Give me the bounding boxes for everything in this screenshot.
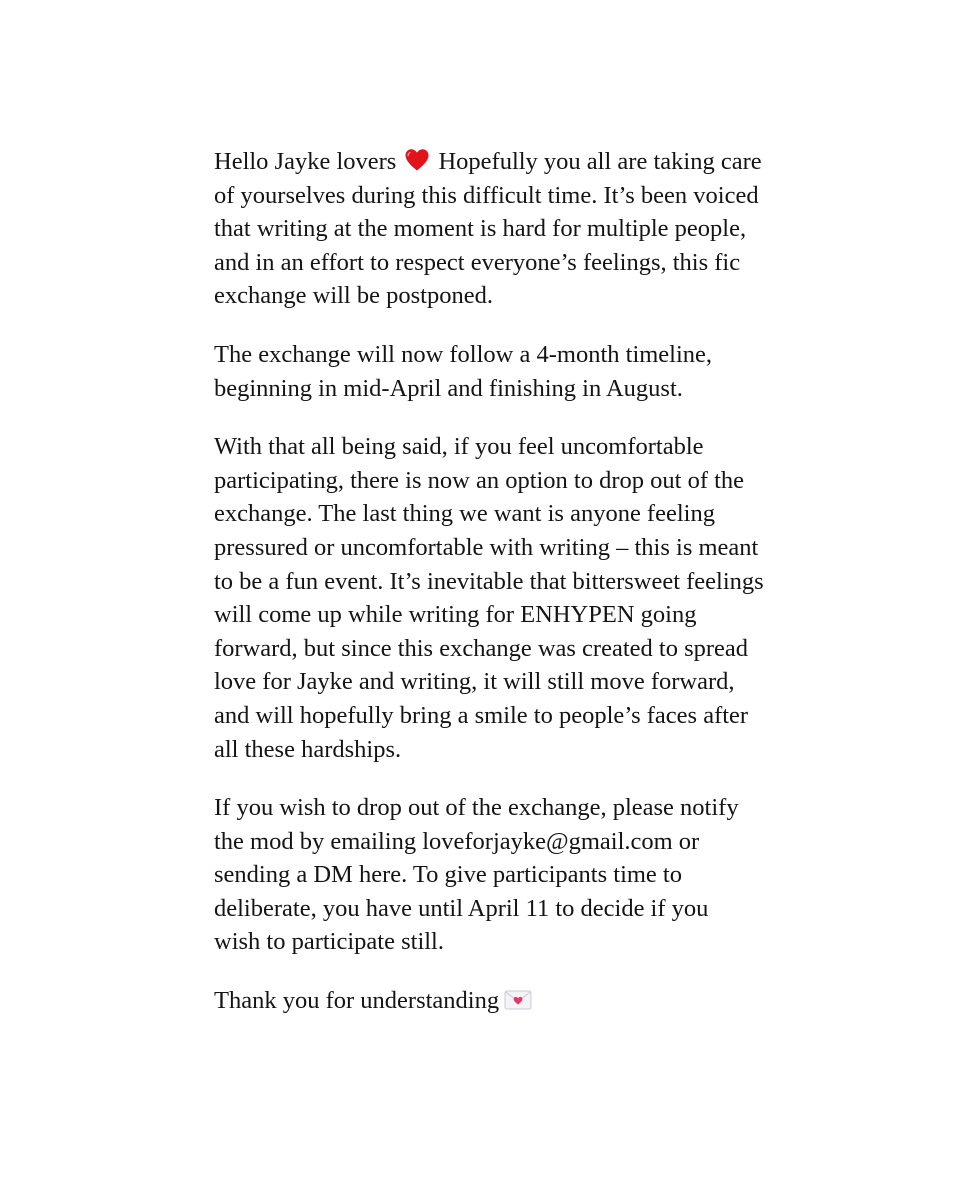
intro-text: Hopefully you all are taking care of yourselves during this difficult time. It’s been voiced that writing at the moment is hard for multiple people, and in an effort to respect everyone’s feelings, this fic exchange will be postponed.	[214, 148, 762, 310]
announcement-text	[214, 145, 774, 1043]
paragraph-drop-out-option: With that all being said, if you feel uncomfortable participating, there is now an option to drop out of the exchange. The last thing we want is anyone feeling pressured or uncomfortable with writing – this is meant to be a fun event. It’s inevitable that bittersweet feelings will come up while writing for ENHYPEN going forward, but since this exchange was created to spread love for Jayke and writing, it will still move forward, and will hopefully bring a smile to people’s faces after all these hardships.	[214, 433, 764, 763]
love-letter-icon	[504, 987, 532, 1009]
thanks-text: Thank you for understanding	[214, 987, 500, 1015]
paragraph-greeting	[214, 145, 774, 313]
paragraph-contact: If you wish to drop out of the exchange, please notify the mod by emailing loveforjayke@gmail.com or sending a DM here. To give participants time to deliberate, you have until April 11 to decide if you wish to participate still.	[214, 794, 739, 956]
paragraph-thanks	[214, 984, 774, 1018]
greeting-text: Hello Jayke lovers	[214, 148, 397, 175]
red-heart-icon	[404, 148, 430, 172]
paragraph-timeline: The exchange will now follow a 4-month timeline, beginning in mid-April and finishing in August.	[214, 340, 713, 402]
